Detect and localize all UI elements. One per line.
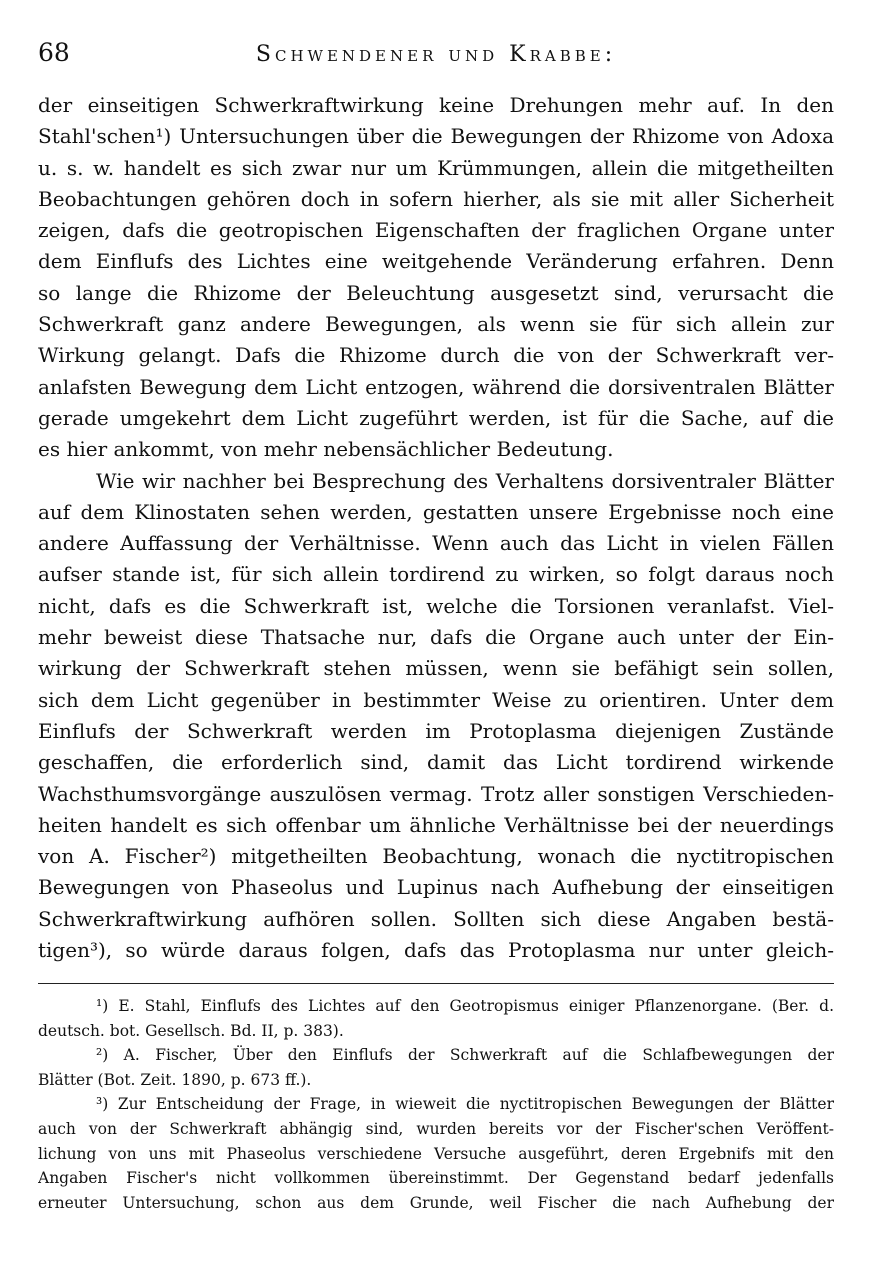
footnote-line: ²) A. Fischer, Über den Einflufs der Schwerkraft auf die Schlafbewegungen der <box>96 1046 834 1065</box>
text-line: gerade umgekehrt dem Licht zugeführt werden, ist für die Sache, auf die <box>38 405 834 430</box>
text-line: anlafsten Bewegung dem Licht entzogen, während die dorsiventralen Blätter <box>38 374 834 399</box>
text-line: sich dem Licht gegenüber in bestimmter Weise zu orientiren. Unter dem <box>38 687 834 712</box>
text-line: Wie wir nachher bei Besprechung des Verhaltens dorsiventraler Blätter <box>96 468 834 493</box>
text-line: von A. Fischer²) mitgetheilten Beobachtung, wonach die nyctitropischen <box>38 844 834 869</box>
footnote-divider <box>38 983 834 984</box>
text-line: zeigen, dafs die geotropischen Eigenschaften der fraglichen Organe unter <box>38 218 834 243</box>
footnote-line: deutsch. bot. Gesellsch. Bd. II, p. 383). <box>38 1021 344 1040</box>
text-line: auf dem Klinostaten sehen werden, gestatten unsere Ergebnisse noch eine <box>38 499 834 524</box>
text-line: aufser stande ist, für sich allein tordirend zu wirken, so folgt daraus noch <box>38 562 834 587</box>
footnote-line: lichung von uns mit Phaseolus verschiedene Versuche ausgeführt, deren Ergebnifs mit den <box>38 1144 834 1163</box>
text-line: Schwerkraft ganz andere Bewegungen, als wenn sie für sich allein zur <box>38 312 834 337</box>
text-line: Beobachtungen gehören doch in sofern hierher, als sie mit aller Sicherheit <box>38 186 834 211</box>
footnote-line: ¹) E. Stahl, Einflufs des Lichtes auf den Geotropismus einiger Pflanzenorgane. (Ber. d. <box>96 997 834 1015</box>
text-line: andere Auffassung der Verhältnisse. Wenn auch das Licht in vielen Fällen <box>38 531 834 556</box>
footnote-line: erneuter Untersuchung, schon aus dem Grunde, weil Fischer die nach Aufhebung der <box>38 1193 834 1212</box>
text-line: dem Einflufs des Lichtes eine weitgehende Veränderung erfahren. Denn <box>38 249 834 274</box>
footnote-line: Angaben Fischer's nicht vollkommen übereinstimmt. Der Gegenstand bedarf jedenfalls <box>38 1169 834 1188</box>
text-line: es hier ankommt, von mehr nebensächlicher Bedeutung. <box>38 437 614 462</box>
body-text <box>38 90 834 966</box>
page-header <box>38 38 834 72</box>
text-line: Einflufs der Schwerkraft werden im Protoplasma diejenigen Zustände <box>38 718 834 743</box>
text-line: Wirkung gelangt. Dafs die Rhizome durch die von der Schwerkraft ver- <box>38 343 834 368</box>
footnote-line: auch von der Schwerkraft abhängig sind, wurden bereits vor der Fischer'schen Veröffent- <box>38 1119 834 1138</box>
text-line: Wachsthumsvorgänge auszulösen vermag. Trotz aller sonstigen Verschieden- <box>38 781 834 806</box>
text-line: Schwerkraftwirkung aufhören sollen. Sollten sich diese Angaben bestä- <box>38 906 834 931</box>
running-head: Schwendener und Krabbe: <box>255 42 617 67</box>
text-line: der einseitigen Schwerkraftwirkung keine Drehungen mehr auf. In den <box>38 93 834 117</box>
footnote-line: Blätter (Bot. Zeit. 1890, p. 673 ff.). <box>38 1070 312 1089</box>
page-number: 68 <box>38 38 70 67</box>
text-line: mehr beweist diese Thatsache nur, dafs die Organe auch unter der Ein- <box>38 625 834 650</box>
text-line: heiten handelt es sich offenbar um ähnliche Verhältnisse bei der neuerdings <box>38 812 834 837</box>
text-line: tigen³), so würde daraus folgen, dafs das Protoplasma nur unter gleich- <box>38 938 834 963</box>
text-line: wirkung der Schwerkraft stehen müssen, wenn sie befähigt sein sollen, <box>38 656 834 681</box>
text-line: Bewegungen von Phaseolus und Lupinus nach Aufhebung der einseitigen <box>38 875 834 900</box>
text-line: geschaffen, die erforderlich sind, damit das Licht tordirend wirkende <box>38 750 834 775</box>
text-line: so lange die Rhizome der Beleuchtung ausgesetzt sind, verursacht die <box>38 280 834 305</box>
footnote-line: ³) Zur Entscheidung der Frage, in wieweit die nyctitropischen Bewegungen der Blätter <box>96 1095 834 1114</box>
text-line: nicht, dafs es die Schwerkraft ist, welche die Torsionen veranlafst. Viel- <box>38 593 834 618</box>
text-line: u. s. w. handelt es sich zwar nur um Krümmungen, allein die mitgetheilten <box>38 155 834 180</box>
text-line: Stahl'schen¹) Untersuchungen über die Bewegungen der Rhizome von Adoxa <box>38 124 834 149</box>
footnotes <box>38 994 834 1215</box>
